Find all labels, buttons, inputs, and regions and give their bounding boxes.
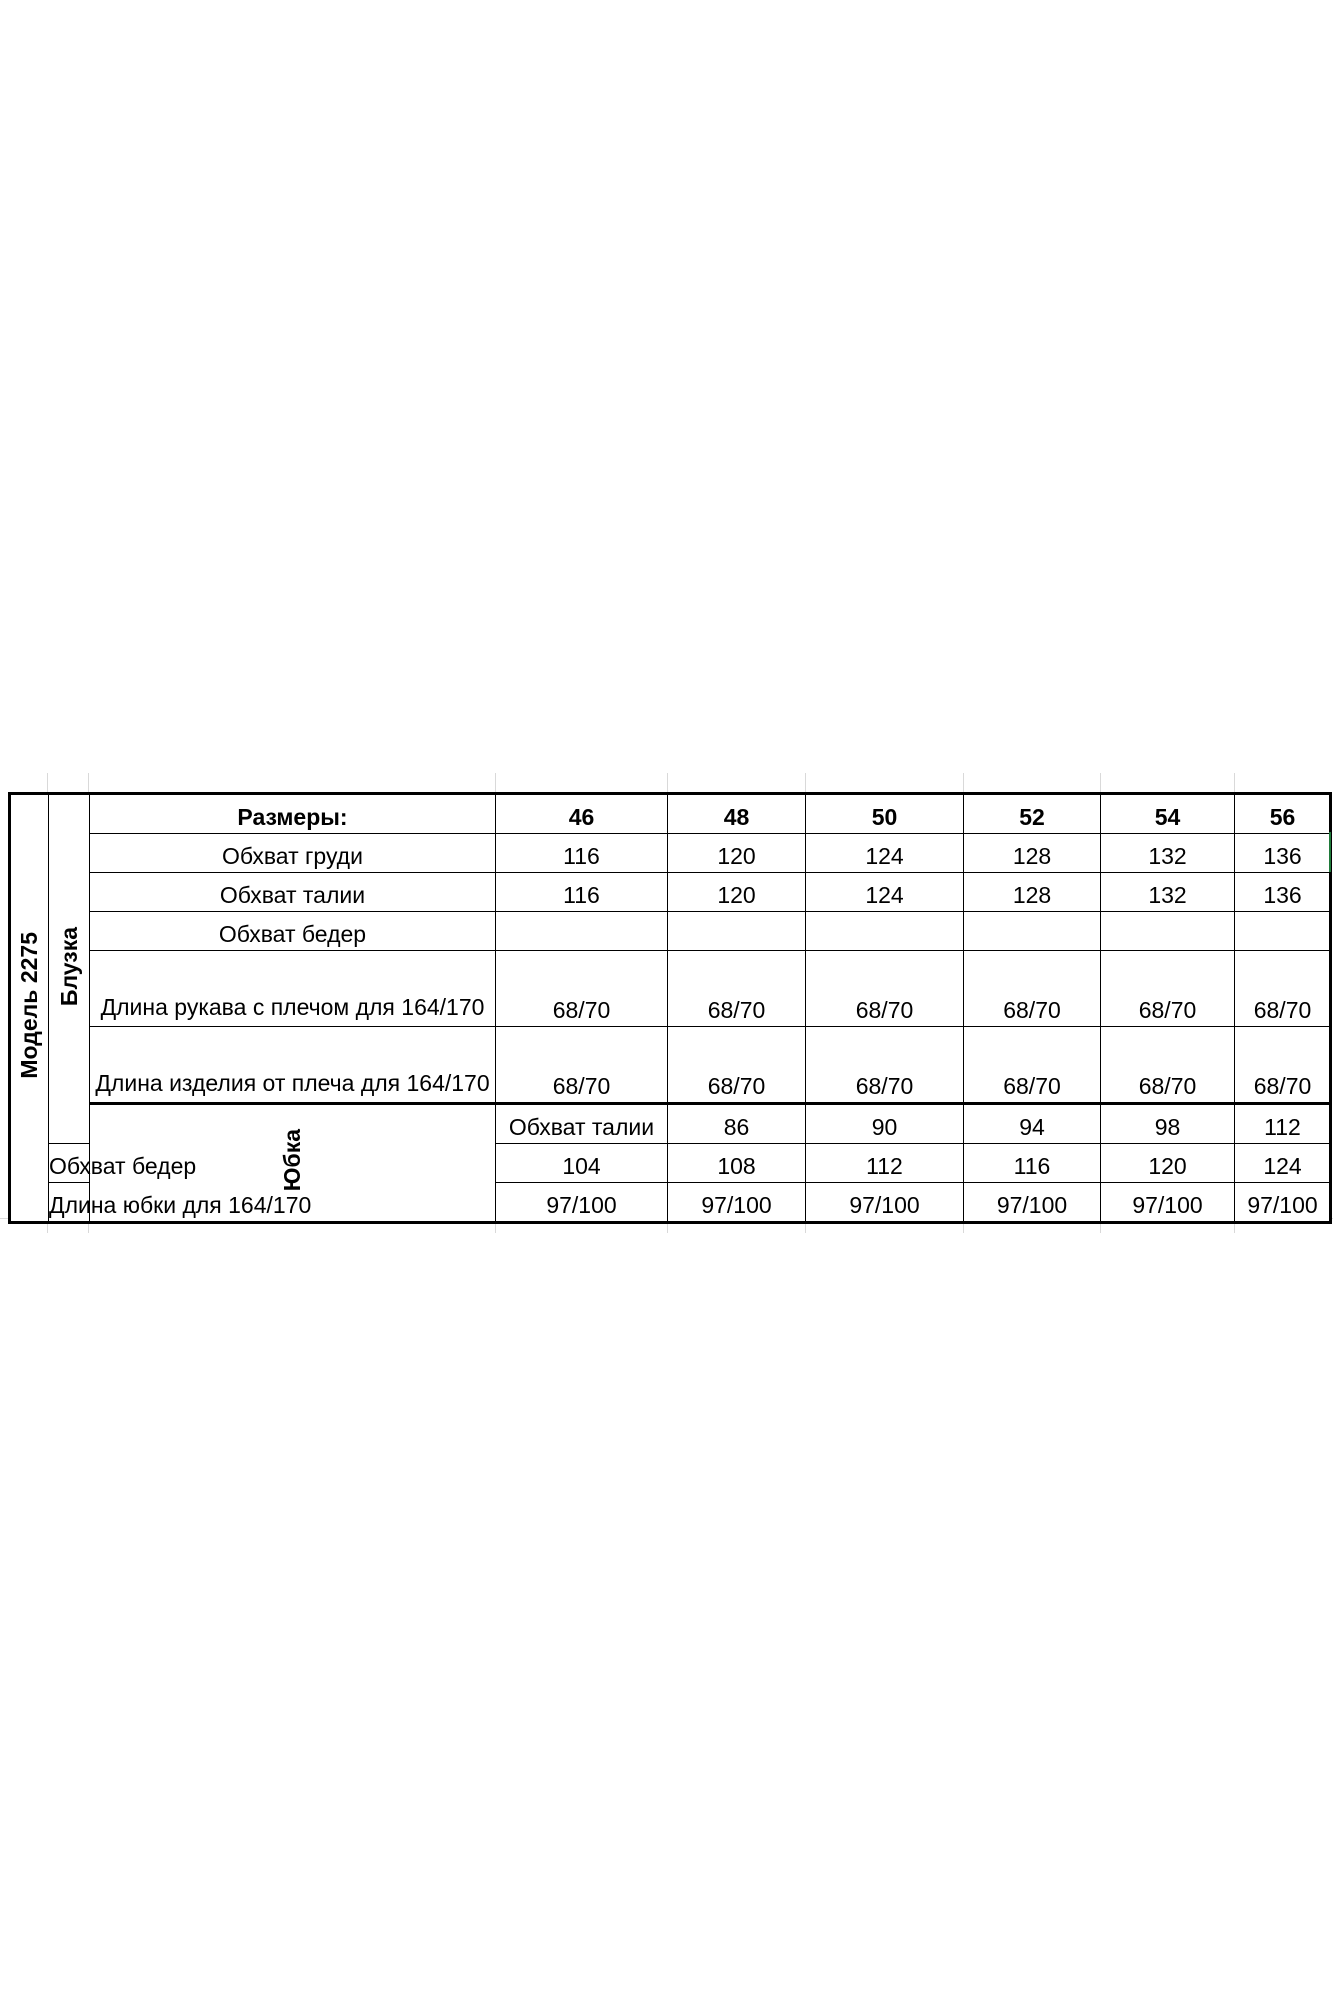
size-header: 54 xyxy=(1101,794,1235,834)
row-label: Длина изделия от плеча для 164/170 xyxy=(90,1027,496,1104)
table-cell: 86 xyxy=(668,1104,806,1144)
size-header: 52 xyxy=(964,794,1101,834)
table-cell: 68/70 xyxy=(1101,951,1235,1027)
table-cell: 108 xyxy=(668,1144,806,1183)
blouse-group-cell xyxy=(49,794,90,1144)
table-cell: 90 xyxy=(806,1104,964,1144)
table-cell: 116 xyxy=(496,873,668,912)
table-cell: 116 xyxy=(496,834,668,873)
table-cell: 97/100 xyxy=(668,1183,806,1223)
table-row xyxy=(10,834,1331,873)
table-cell: 68/70 xyxy=(964,951,1101,1027)
table-cell: 97/100 xyxy=(1235,1183,1331,1223)
table-cell xyxy=(1101,912,1235,951)
table-cell: 68/70 xyxy=(496,951,668,1027)
cell-selection-marker xyxy=(1329,832,1331,872)
row-label: Обхват талии xyxy=(90,873,496,912)
size-header: 50 xyxy=(806,794,964,834)
table-cell: 128 xyxy=(964,873,1101,912)
table-cell xyxy=(806,912,964,951)
table-cell: 68/70 xyxy=(806,951,964,1027)
table-row xyxy=(10,1104,1331,1144)
table-cell: 68/70 xyxy=(1235,1027,1331,1104)
model-label: Модель 2275 xyxy=(16,932,42,1079)
table-cell: 68/70 xyxy=(668,951,806,1027)
table-cell: 136 xyxy=(1235,834,1331,873)
table-cell: 112 xyxy=(806,1144,964,1183)
table-cell xyxy=(496,912,668,951)
table-cell: 124 xyxy=(1235,1144,1331,1183)
size-header: 48 xyxy=(668,794,806,834)
table-cell: 104 xyxy=(496,1144,668,1183)
table-cell: 136 xyxy=(1235,873,1331,912)
header-label: Размеры: xyxy=(90,794,496,834)
size-header: 56 xyxy=(1235,794,1331,834)
blouse-group-label: Блузка xyxy=(55,926,82,1007)
table-cell: 97/100 xyxy=(496,1183,668,1223)
table-cell: 128 xyxy=(964,834,1101,873)
table-row xyxy=(10,951,1331,1027)
table-cell: 132 xyxy=(1101,834,1235,873)
table-cell: 120 xyxy=(668,834,806,873)
row-label: Длина юбки для 164/170 xyxy=(49,1183,90,1223)
table-cell: 124 xyxy=(806,873,964,912)
table-cell: 68/70 xyxy=(964,1027,1101,1104)
row-label: Обхват бедер xyxy=(49,1144,90,1183)
table-cell: 68/70 xyxy=(1235,951,1331,1027)
table-row xyxy=(10,873,1331,912)
table-row xyxy=(10,1027,1331,1104)
table-cell: 97/100 xyxy=(806,1183,964,1223)
table-cell: 132 xyxy=(1101,873,1235,912)
table-cell: 120 xyxy=(668,873,806,912)
header-row xyxy=(10,794,1331,834)
row-label: Обхват талии xyxy=(496,1104,668,1144)
size-header: 46 xyxy=(496,794,668,834)
table-cell: 68/70 xyxy=(1101,1027,1235,1104)
table-cell xyxy=(668,912,806,951)
table-cell: 116 xyxy=(964,1144,1101,1183)
table-cell: 97/100 xyxy=(964,1183,1101,1223)
table-cell xyxy=(964,912,1101,951)
table-cell: 124 xyxy=(806,834,964,873)
model-cell xyxy=(10,794,49,1223)
row-label: Обхват груди xyxy=(90,834,496,873)
table-cell xyxy=(1235,912,1331,951)
table-cell: 68/70 xyxy=(668,1027,806,1104)
size-chart-table xyxy=(8,792,1332,1224)
table-cell: 94 xyxy=(964,1104,1101,1144)
row-label: Длина рукава с плечом для 164/170 xyxy=(90,951,496,1027)
row-label: Обхват бедер xyxy=(90,912,496,951)
table-cell: 68/70 xyxy=(496,1027,668,1104)
table-cell: 68/70 xyxy=(806,1027,964,1104)
table-cell: 120 xyxy=(1101,1144,1235,1183)
table-cell: 112 xyxy=(1235,1104,1331,1144)
table-cell: 97/100 xyxy=(1101,1183,1235,1223)
table-row xyxy=(10,912,1331,951)
skirt-group-label: Юбка xyxy=(279,1129,305,1192)
table-cell: 98 xyxy=(1101,1104,1235,1144)
